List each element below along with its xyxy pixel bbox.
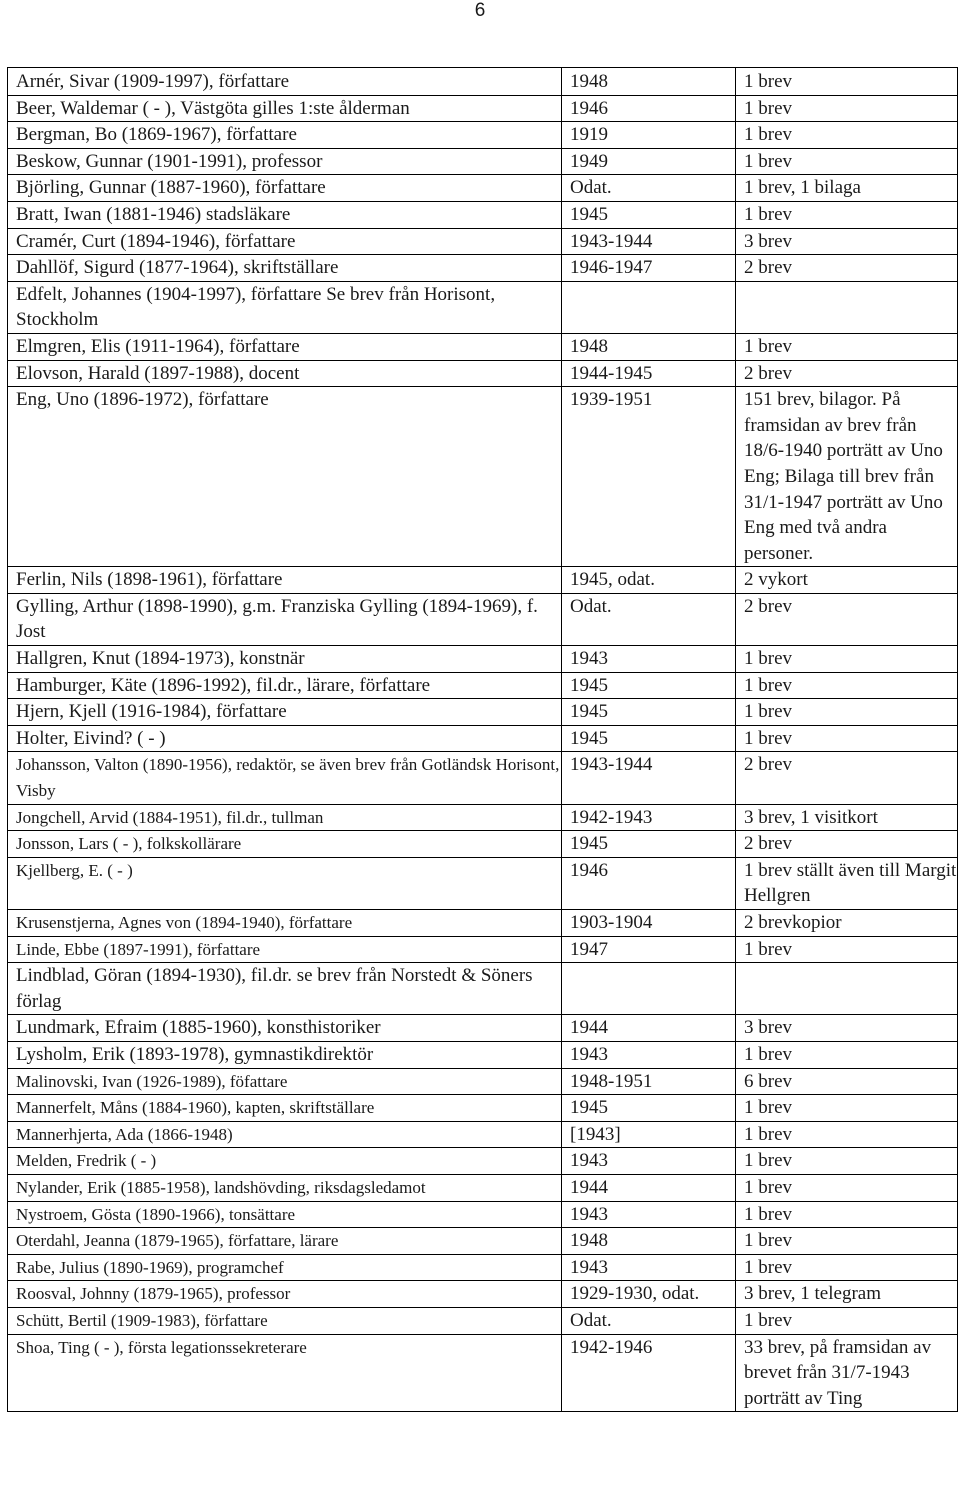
year-cell: 1942-1946 bbox=[562, 1334, 736, 1412]
note-cell: 1 brev bbox=[736, 1228, 958, 1255]
year-cell: 1948 bbox=[562, 68, 736, 96]
table-row bbox=[8, 646, 958, 673]
year-cell: 1942-1943 bbox=[562, 804, 736, 831]
table-row bbox=[8, 333, 958, 360]
table-row bbox=[8, 1121, 958, 1148]
year-cell: 1919 bbox=[562, 122, 736, 149]
correspondent-cell: Roosval, Johnny (1879-1965), professor bbox=[8, 1281, 562, 1308]
note-cell bbox=[736, 281, 958, 333]
year-cell: Odat. bbox=[562, 175, 736, 202]
table-row bbox=[8, 1254, 958, 1281]
year-cell: 1943 bbox=[562, 1201, 736, 1228]
note-cell: 2 brevkopior bbox=[736, 910, 958, 937]
year-cell: 1948 bbox=[562, 333, 736, 360]
table-row bbox=[8, 387, 958, 567]
note-cell: 3 brev bbox=[736, 1015, 958, 1042]
year-cell: 1945 bbox=[562, 1095, 736, 1122]
note-cell: 1 brev bbox=[736, 646, 958, 673]
table-row bbox=[8, 910, 958, 937]
year-cell: 1946 bbox=[562, 95, 736, 122]
note-cell: 2 vykort bbox=[736, 567, 958, 594]
table-row bbox=[8, 201, 958, 228]
year-cell: 1943 bbox=[562, 646, 736, 673]
page-number: 6 bbox=[474, 0, 486, 21]
table-row bbox=[8, 1148, 958, 1175]
note-cell: 1 brev bbox=[736, 1121, 958, 1148]
note-cell bbox=[736, 963, 958, 1015]
correspondent-cell: Nylander, Erik (1885-1958), landshövding, riksdagsledamot bbox=[8, 1174, 562, 1201]
correspondent-cell: Rabe, Julius (1890-1969), programchef bbox=[8, 1254, 562, 1281]
year-cell: 1945 bbox=[562, 201, 736, 228]
year-cell: [1943] bbox=[562, 1121, 736, 1148]
year-cell: 1943 bbox=[562, 1041, 736, 1068]
correspondent-cell: Dahllöf, Sigurd (1877-1964), skriftställare bbox=[8, 255, 562, 282]
year-cell: 1944 bbox=[562, 1174, 736, 1201]
note-cell: 1 brev bbox=[736, 725, 958, 752]
correspondent-cell: Krusenstjerna, Agnes von (1894-1940), författare bbox=[8, 910, 562, 937]
correspondent-cell: Mannerhjerta, Ada (1866-1948) bbox=[8, 1121, 562, 1148]
note-cell: 1 brev bbox=[736, 1095, 958, 1122]
correspondent-cell: Beskow, Gunnar (1901-1991), professor bbox=[8, 148, 562, 175]
table-row bbox=[8, 725, 958, 752]
correspondent-cell: Elmgren, Elis (1911-1964), författare bbox=[8, 333, 562, 360]
year-cell: 1946 bbox=[562, 857, 736, 909]
correspondent-cell: Eng, Uno (1896-1972), författare bbox=[8, 387, 562, 567]
correspondent-cell: Jongchell, Arvid (1884-1951), fil.dr., tullman bbox=[8, 804, 562, 831]
table-row bbox=[8, 1281, 958, 1308]
year-cell: 1948-1951 bbox=[562, 1068, 736, 1095]
table-row bbox=[8, 1095, 958, 1122]
table-row bbox=[8, 1015, 958, 1042]
year-cell: 1948 bbox=[562, 1228, 736, 1255]
table-row bbox=[8, 228, 958, 255]
year-cell: 1946-1947 bbox=[562, 255, 736, 282]
year-cell bbox=[562, 281, 736, 333]
table-row bbox=[8, 857, 958, 909]
table-row bbox=[8, 1228, 958, 1255]
table-row bbox=[8, 672, 958, 699]
note-cell: 1 brev bbox=[736, 672, 958, 699]
table-row bbox=[8, 360, 958, 387]
correspondent-cell: Beer, Waldemar ( - ), Västgöta gilles 1:ste ålderman bbox=[8, 95, 562, 122]
table-row bbox=[8, 699, 958, 726]
table-row bbox=[8, 1174, 958, 1201]
note-cell: 151 brev, bilagor. På framsidan av brev från 18/6-1940 porträtt av Uno Eng; Bilaga till brev från 31/1-1947 porträtt av Uno Eng med två andra personer. bbox=[736, 387, 958, 567]
table-row bbox=[8, 1201, 958, 1228]
correspondent-cell: Malinovski, Ivan (1926-1989), föfattare bbox=[8, 1068, 562, 1095]
correspondent-cell: Shoa, Ting ( - ), första legationssekreterare bbox=[8, 1334, 562, 1412]
table-row bbox=[8, 1041, 958, 1068]
year-cell: 1943-1944 bbox=[562, 228, 736, 255]
correspondent-cell: Holter, Eivind? ( - ) bbox=[8, 725, 562, 752]
note-cell: 1 brev ställt även till Margit Hellgren bbox=[736, 857, 958, 909]
correspondent-cell: Kjellberg, E. ( - ) bbox=[8, 857, 562, 909]
note-cell: 2 brev bbox=[736, 831, 958, 858]
table-row bbox=[8, 936, 958, 963]
correspondent-cell: Nystroem, Gösta (1890-1966), tonsättare bbox=[8, 1201, 562, 1228]
table-row bbox=[8, 281, 958, 333]
correspondent-cell: Arnér, Sivar (1909-1997), författare bbox=[8, 68, 562, 96]
year-cell: 1945 bbox=[562, 725, 736, 752]
table-row bbox=[8, 175, 958, 202]
note-cell: 33 brev, på framsidan av brevet från 31/7-1943 porträtt av Ting bbox=[736, 1334, 958, 1412]
year-cell: 1929-1930, odat. bbox=[562, 1281, 736, 1308]
note-cell: 1 brev bbox=[736, 1201, 958, 1228]
correspondent-cell: Elovson, Harald (1897-1988), docent bbox=[8, 360, 562, 387]
correspondent-cell: Mannerfelt, Måns (1884-1960), kapten, skriftställare bbox=[8, 1095, 562, 1122]
correspondence-table bbox=[7, 67, 958, 1412]
table-row bbox=[8, 831, 958, 858]
note-cell: 1 brev bbox=[736, 68, 958, 96]
note-cell: 1 brev bbox=[736, 333, 958, 360]
year-cell: Odat. bbox=[562, 1307, 736, 1334]
year-cell: 1944 bbox=[562, 1015, 736, 1042]
year-cell: 1943 bbox=[562, 1148, 736, 1175]
correspondent-cell: Hallgren, Knut (1894-1973), konstnär bbox=[8, 646, 562, 673]
correspondent-cell: Ferlin, Nils (1898-1961), författare bbox=[8, 567, 562, 594]
correspondent-cell: Bratt, Iwan (1881-1946) stadsläkare bbox=[8, 201, 562, 228]
correspondent-cell: Melden, Fredrik ( - ) bbox=[8, 1148, 562, 1175]
note-cell: 2 brev bbox=[736, 752, 958, 804]
note-cell: 3 brev, 1 telegram bbox=[736, 1281, 958, 1308]
table-row bbox=[8, 95, 958, 122]
table-row bbox=[8, 68, 958, 96]
table-row bbox=[8, 122, 958, 149]
correspondent-cell: Bergman, Bo (1869-1967), författare bbox=[8, 122, 562, 149]
correspondent-cell: Björling, Gunnar (1887-1960), författare bbox=[8, 175, 562, 202]
note-cell: 1 brev bbox=[736, 936, 958, 963]
year-cell: 1944-1945 bbox=[562, 360, 736, 387]
correspondent-cell: Hamburger, Käte (1896-1992), fil.dr., lärare, författare bbox=[8, 672, 562, 699]
table-row bbox=[8, 1307, 958, 1334]
year-cell: 1949 bbox=[562, 148, 736, 175]
table-row bbox=[8, 255, 958, 282]
note-cell: 2 brev bbox=[736, 593, 958, 645]
year-cell: 1945 bbox=[562, 672, 736, 699]
correspondent-cell: Edfelt, Johannes (1904-1997), författare Se brev från Horisont, Stockholm bbox=[8, 281, 562, 333]
year-cell: 1939-1951 bbox=[562, 387, 736, 567]
note-cell: 1 brev bbox=[736, 95, 958, 122]
note-cell: 1 brev bbox=[736, 1174, 958, 1201]
table-row bbox=[8, 1334, 958, 1412]
year-cell: 1945 bbox=[562, 831, 736, 858]
year-cell bbox=[562, 963, 736, 1015]
table-row bbox=[8, 963, 958, 1015]
correspondent-cell: Jonsson, Lars ( - ), folkskollärare bbox=[8, 831, 562, 858]
note-cell: 3 brev, 1 visitkort bbox=[736, 804, 958, 831]
correspondence-rows bbox=[8, 68, 958, 1412]
note-cell: 1 brev bbox=[736, 122, 958, 149]
correspondent-cell: Johansson, Valton (1890-1956), redaktör, se även brev från Gotländsk Horisont, Visby bbox=[8, 752, 562, 804]
correspondent-cell: Linde, Ebbe (1897-1991), författare bbox=[8, 936, 562, 963]
year-cell: 1943-1944 bbox=[562, 752, 736, 804]
correspondent-cell: Lundmark, Efraim (1885-1960), konsthistoriker bbox=[8, 1015, 562, 1042]
table-row bbox=[8, 752, 958, 804]
year-cell: 1945, odat. bbox=[562, 567, 736, 594]
note-cell: 6 brev bbox=[736, 1068, 958, 1095]
table-row bbox=[8, 593, 958, 645]
note-cell: 1 brev bbox=[736, 201, 958, 228]
correspondent-cell: Cramér, Curt (1894-1946), författare bbox=[8, 228, 562, 255]
correspondent-cell: Lysholm, Erik (1893-1978), gymnastikdirektör bbox=[8, 1041, 562, 1068]
year-cell: 1943 bbox=[562, 1254, 736, 1281]
note-cell: 1 brev bbox=[736, 1307, 958, 1334]
table-row bbox=[8, 567, 958, 594]
year-cell: 1947 bbox=[562, 936, 736, 963]
year-cell: Odat. bbox=[562, 593, 736, 645]
correspondent-cell: Gylling, Arthur (1898-1990), g.m. Franziska Gylling (1894-1969), f. Jost bbox=[8, 593, 562, 645]
correspondent-cell: Oterdahl, Jeanna (1879-1965), författare, lärare bbox=[8, 1228, 562, 1255]
note-cell: 2 brev bbox=[736, 255, 958, 282]
note-cell: 1 brev bbox=[736, 1148, 958, 1175]
note-cell: 1 brev bbox=[736, 1254, 958, 1281]
correspondent-cell: Schütt, Bertil (1909-1983), författare bbox=[8, 1307, 562, 1334]
note-cell: 1 brev bbox=[736, 699, 958, 726]
note-cell: 1 brev bbox=[736, 148, 958, 175]
year-cell: 1903-1904 bbox=[562, 910, 736, 937]
table-row bbox=[8, 1068, 958, 1095]
table-row bbox=[8, 148, 958, 175]
correspondent-cell: Hjern, Kjell (1916-1984), författare bbox=[8, 699, 562, 726]
table-row bbox=[8, 804, 958, 831]
year-cell: 1945 bbox=[562, 699, 736, 726]
note-cell: 2 brev bbox=[736, 360, 958, 387]
correspondent-cell: Lindblad, Göran (1894-1930), fil.dr. se brev från Norstedt & Söners förlag bbox=[8, 963, 562, 1015]
note-cell: 1 brev bbox=[736, 1041, 958, 1068]
note-cell: 3 brev bbox=[736, 228, 958, 255]
note-cell: 1 brev, 1 bilaga bbox=[736, 175, 958, 202]
